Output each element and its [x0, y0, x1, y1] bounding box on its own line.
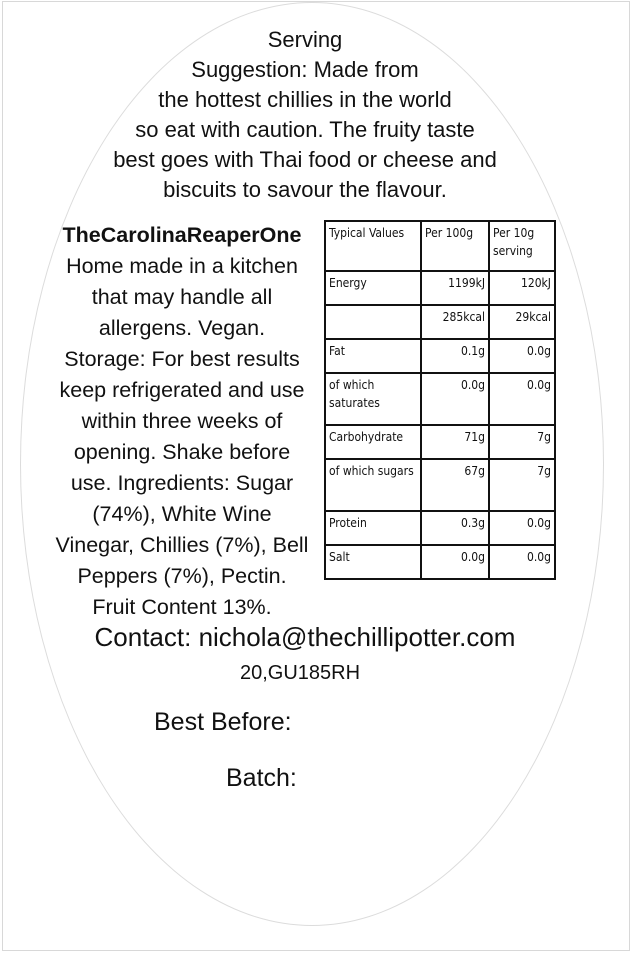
description-line: use. Ingredients: Sugar	[70, 471, 294, 495]
nutrient-name: Salt	[325, 545, 421, 579]
nutrition-row	[325, 511, 555, 545]
value-per-100g: 0.0g	[421, 545, 489, 579]
value-per-serving: 7g	[489, 425, 555, 459]
description-line: Peppers (7%), Pectin.	[77, 564, 287, 588]
serving-line: the hottest chillies in the world	[158, 87, 452, 112]
nutrition-row	[325, 373, 555, 425]
serving-suggestion	[80, 25, 530, 205]
nutrient-name: of which saturates	[325, 373, 421, 425]
value-per-serving: 0.0g	[489, 511, 555, 545]
nutrition-row	[325, 545, 555, 579]
serving-line: Serving	[267, 27, 343, 52]
nutrient-name	[325, 305, 421, 339]
nutrition-row	[325, 425, 555, 459]
value-per-100g: 0.1g	[421, 339, 489, 373]
serving-line: biscuits to savour the flavour.	[163, 177, 447, 202]
value-per-100g: 67g	[421, 459, 489, 511]
serving-line: so eat with caution. The fruity taste	[135, 117, 475, 142]
header-cell: Per 10g serving	[489, 221, 555, 271]
contact-email: Contact: nichola@thechillipotter.com	[94, 622, 516, 652]
nutrient-name: Fat	[325, 339, 421, 373]
value-per-100g: 1199kJ	[421, 271, 489, 305]
description-line: opening. Shake before	[73, 440, 291, 464]
value-per-100g: 0.0g	[421, 373, 489, 425]
value-per-100g: 285kcal	[421, 305, 489, 339]
nutrition-row	[325, 339, 555, 373]
postcode: 20,GU185RH	[239, 662, 361, 684]
value-per-serving: 120kJ	[489, 271, 555, 305]
value-per-serving: 0.0g	[489, 339, 555, 373]
batch-label: Batch:	[226, 764, 297, 792]
nutrition-header-row	[325, 221, 555, 271]
header-cell: Typical Values	[325, 221, 421, 271]
description-line: Vinegar, Chillies (7%), Bell	[55, 533, 309, 557]
nutrient-name: Protein	[325, 511, 421, 545]
nutrient-name: Carbohydrate	[325, 425, 421, 459]
nutrient-name: of which sugars	[325, 459, 421, 511]
description-line: Storage: For best results	[64, 347, 300, 371]
serving-line: Suggestion: Made from	[191, 57, 419, 82]
nutrient-name: Energy	[325, 271, 421, 305]
product-name: TheCarolinaReaperOne	[62, 223, 302, 247]
description-line: within three weeks of	[81, 409, 283, 433]
value-per-serving: 29kcal	[489, 305, 555, 339]
value-per-serving: 0.0g	[489, 373, 555, 425]
description-line: Home made in a kitchen	[66, 254, 298, 278]
value-per-serving: 0.0g	[489, 545, 555, 579]
nutrition-row	[325, 305, 555, 339]
serving-line: best goes with Thai food or cheese and	[113, 147, 497, 172]
value-per-100g: 71g	[421, 425, 489, 459]
nutrition-row	[325, 271, 555, 305]
description-line: that may handle all	[91, 285, 273, 309]
nutrition-row	[325, 459, 555, 511]
best-before-label: Best Before:	[154, 708, 292, 736]
value-per-100g: 0.3g	[421, 511, 489, 545]
nutrition-table	[324, 220, 556, 580]
description-line: Fruit Content 13%.	[92, 595, 272, 619]
value-per-serving: 7g	[489, 459, 555, 511]
description-line: keep refrigerated and use	[59, 378, 305, 402]
description-line: allergens. Vegan.	[98, 316, 266, 340]
product-description	[40, 220, 324, 623]
header-cell: Per 100g	[421, 221, 489, 271]
description-line: (74%), White Wine	[92, 502, 272, 526]
